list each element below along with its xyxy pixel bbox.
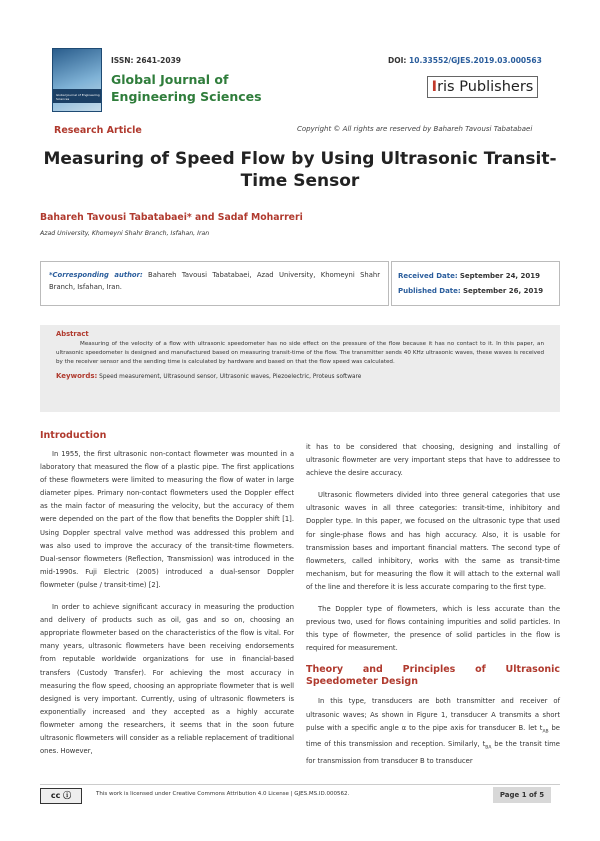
- abstract-text: Measuring of the velocity of a flow with ultrasonic speedometer has no side effect on the pressure of the flow because it has no contact to it. In this paper, an ultrasonic speedometer is designed and manufactured based on measuring transit-time of the flow. The transmitter sends 40 KHz ultrasonic waves, these waves is received by the receiver sensor and the sending time is calculated by hardware and based on that the flow speed was calculated.: [56, 341, 544, 365]
- journal-name-line1: Global Journal of: [111, 72, 229, 87]
- publisher-logo-initial: I: [431, 79, 438, 95]
- correspondence-label: *Corresponding author:: [49, 271, 143, 279]
- doi-label: DOI:: [388, 56, 407, 65]
- received-value: September 24, 2019: [459, 272, 541, 280]
- abstract-box: [40, 325, 560, 412]
- correspondence-text: Bahareh Tavousi Tabatabaei, Azad University, Khomeyni Shahr Branch, Isfahan, Iran.: [49, 271, 380, 291]
- journal-cover-image: [52, 48, 102, 112]
- publisher-logo-text: ris Publishers: [437, 79, 534, 95]
- affiliation: Azad University, Khomeyni Shahr Branch, Isfahan, Iran: [40, 230, 210, 237]
- keywords-text: Speed measurement, Ultrasound sensor, Ultrasonic waves, Piezoelectric, Proteus software: [99, 374, 362, 381]
- keywords: [56, 372, 544, 380]
- published-value: September 26, 2019: [462, 287, 544, 295]
- intro-paragraph-1: In 1955, the first ultrasonic non-contact flowmeter was mounted in a laboratory that measured the flow of a plastic pipe. The first applications of these flowmeters were limited to measuring the flow of water in large diameter pipes. Primary non-contact flowmeters used the Doppler effect as the main factor of measuring the velocity, but the accuracy of them were depended on the part of the flow that benefits the Doppler shift [1]. Using Doppler spectral valve method was addressed this problem and was also used to improve the accuracy of the transit-time flowmeters. Dual-sensor flowmeters (Reflection, Transmission) was introduced in the mid-1990s. Fuji Electric (2005) introduced a dual-sensor Doppler flowmeter (pulse / transit-time) [2].: [40, 450, 294, 589]
- journal-name: [111, 71, 262, 105]
- license-text: This work is licensed under Creative Commons Attribution 4.0 License | GJES.MS.ID.000562.: [96, 791, 350, 797]
- intro-paragraph-3: it has to be considered that choosing, designing and installing of ultrasonic flowmeter are very important steps that have to addressee to achieve the desire accuracy.: [306, 443, 560, 478]
- subscript-ab: AB: [542, 728, 549, 734]
- paper-title: Measuring of Speed Flow by Using Ultrasonic Transit-Time Sensor: [43, 149, 557, 191]
- copyright: Copyright © All rights are reserved by Bahareh Tavousi Tabatabaei: [297, 125, 533, 133]
- correspondence-box: [40, 261, 389, 306]
- dates-box: [391, 261, 560, 306]
- intro-paragraph-2: In order to achieve significant accuracy in measuring the production and delivery of products such as oil, gas and so on, choosing an appropriate flowmeter based on the characteristics of the flow is vital. For many years, ultrasonic flowmeters have been receiving endorsements from reputable worldwide organizations for use in financial-based transfers (Custody Transfer). For achieving the most accuracy in measuring the flow speed, choosing an appropriate flowmeter that is well designed is very important. Currently, using of ultrasonic flowmeters is exponentially increased and they accepted as a highly accurate flowmeter among the researchers, it seems that in the soon future ultrasonic flowmeters will consider as a reliable replacement of traditional ones. However,: [40, 603, 294, 756]
- doi: [388, 56, 542, 65]
- cc-license-badge[interactable]: cc ⓘ: [40, 788, 82, 804]
- theory-heading: Theory and Principles of Ultrasonic Speedometer Design: [306, 664, 560, 688]
- published-label: Published Date:: [398, 287, 461, 295]
- introduction-heading: Introduction: [40, 430, 107, 441]
- theory-text-b: be time of this transmission and reception. Similarly, t: [306, 723, 560, 749]
- cover-text: Global Journal of Engineering Sciences: [56, 93, 100, 101]
- theory-paragraph-1: [306, 695, 560, 767]
- intro-paragraph-5: The Doppler type of flowmeters, which is less accurate than the previous two, used for flows containing impurities and solid particles. In this type of flowmeter, the presence of solid particles in the flow is required for measurement.: [306, 605, 560, 653]
- issn: ISSN: 2641-2039: [111, 56, 182, 65]
- right-column: [306, 441, 560, 777]
- theory-text-a: In this type, transducers are both transmitter and receiver of ultrasonic waves; As shown in Figure 1, transducer A transmits a short pulse with a specific angle α to the pipe axis for transducer B. let t: [306, 697, 560, 732]
- article-type: Research Article: [54, 125, 142, 136]
- left-column: [40, 430, 294, 767]
- footer-divider: [40, 784, 560, 785]
- page-number: Page 1 of 5: [493, 787, 551, 803]
- keywords-label: Keywords:: [56, 372, 98, 381]
- journal-name-line2: Engineering Sciences: [111, 89, 262, 104]
- abstract-heading: Abstract: [56, 330, 89, 338]
- publisher-logo: [427, 76, 538, 98]
- theory-text-c: be the transit time for transmission from transducer B to transducer: [306, 740, 560, 765]
- received-label: Received Date:: [398, 272, 458, 280]
- doi-value[interactable]: 10.33552/GJES.2019.03.000563: [409, 56, 542, 65]
- intro-paragraph-4: Ultrasonic flowmeters divided into three general categories that use ultrasonic waves in all three categories: transit-time, inhibitory and Doppler type. In this paper, we focused on the ultrasonic type that used for single-phase flows and has high accuracy. Also, it is usable for transmission bases and important financial matters. The second type of flowmeters, called inhibitory, works with the same as transit-time mechanism, but for measuring the flow it will attach to the external wall of the line and therefore it is less accurate comparing to the first type.: [306, 491, 560, 591]
- authors: Bahareh Tavousi Tabatabaei* and Sadaf Moharreri: [40, 212, 303, 223]
- subscript-ba: BA: [485, 745, 492, 751]
